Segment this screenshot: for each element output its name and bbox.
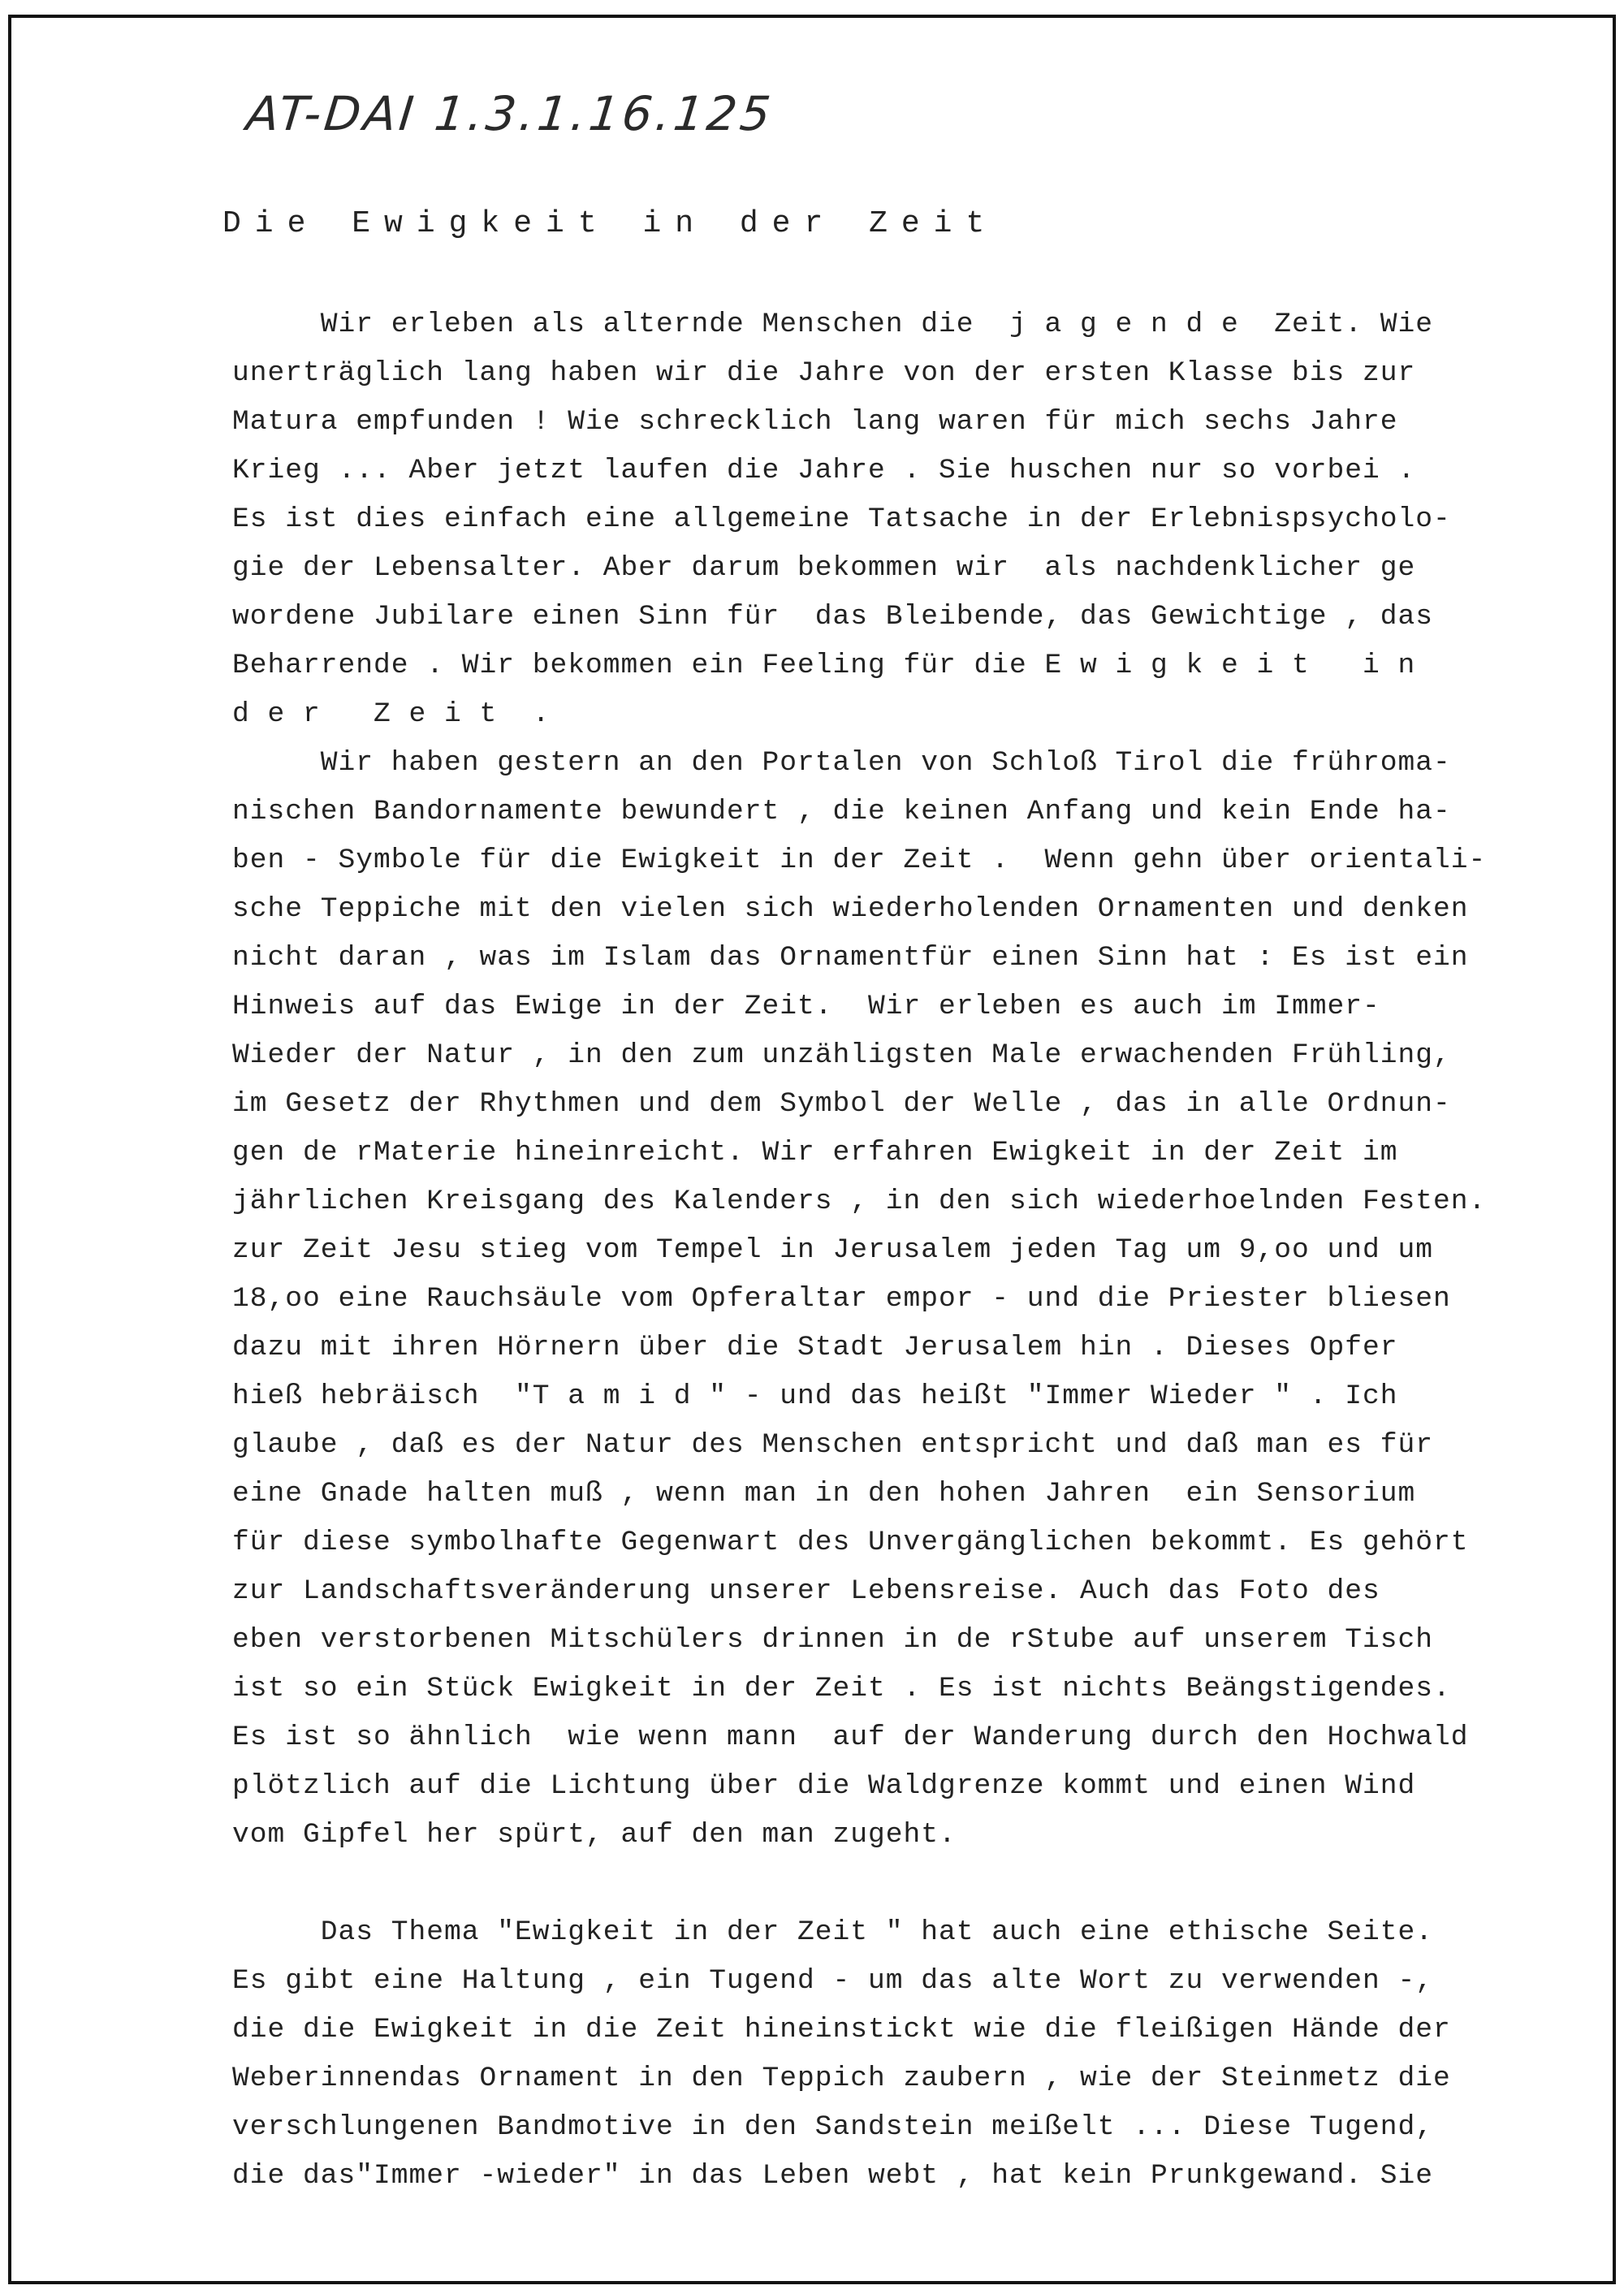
- text-line: nischen Bandornamente bewundert , die keinen Anfang und kein Ende ha-: [232, 796, 1451, 827]
- text-line: im Gesetz der Rhythmen und dem Symbol der Welle , das in alle Ordnun-: [232, 1088, 1451, 1120]
- text-line: Hinweis auf das Ewige in der Zeit. Wir erleben es auch im Immer-: [232, 991, 1380, 1022]
- text-line: Wieder der Natur , in den zum unzähligsten Male erwachenden Frühling,: [232, 1039, 1451, 1071]
- text-line: Wir erleben als alternde Menschen die j a g e n d e Zeit. Wie: [232, 309, 1434, 340]
- text-line: Es ist dies einfach eine allgemeine Tatsache in der Erlebnispsycholo-: [232, 503, 1451, 535]
- text-line: Es gibt eine Haltung , ein Tugend - um das alte Wort zu verwenden -,: [232, 1965, 1434, 1997]
- text-line: sche Teppiche mit den vielen sich wiederholenden Ornamenten und denken: [232, 893, 1469, 925]
- text-line: Es ist so ähnlich wie wenn mann auf der Wanderung durch den Hochwald: [232, 1722, 1469, 1753]
- text-line: ben - Symbole für die Ewigkeit in der Zeit . Wenn gehn über orientali-: [232, 845, 1487, 876]
- text-line: nicht daran , was im Islam das Ornamentfür einen Sinn hat : Es ist ein: [232, 942, 1469, 974]
- text-line: 18,oo eine Rauchsäule vom Opferaltar empor - und die Priester bliesen: [232, 1283, 1451, 1315]
- archive-signature: AT-DAI 1.3.1.16.125: [244, 86, 776, 141]
- text-line: eben verstorbenen Mitschülers drinnen in de rStube auf unserem Tisch: [232, 1624, 1434, 1656]
- text-line: Krieg ... Aber jetzt laufen die Jahre . Sie huschen nur so vorbei .: [232, 455, 1416, 486]
- text-line: jährlichen Kreisgang des Kalenders , in den sich wiederhoelnden Festen.: [232, 1186, 1487, 1217]
- text-line: gie der Lebensalter. Aber darum bekommen wir als nachdenklicher ge: [232, 552, 1416, 584]
- text-line: für diese symbolhafte Gegenwart des Unvergänglichen bekommt. Es gehört: [232, 1527, 1469, 1558]
- text-line: Beharrende . Wir bekommen ein Feeling für die E w i g k e i t i n: [232, 650, 1416, 681]
- text-line: hieß hebräisch "T a m i d " - und das heißt "Immer Wieder " . Ich: [232, 1380, 1398, 1412]
- body-text: [232, 300, 1596, 2201]
- text-line: zur Landschaftsveränderung unserer Lebensreise. Auch das Foto des: [232, 1575, 1380, 1607]
- text-line: die das"Immer -wieder" in das Leben webt , hat kein Prunkgewand. Sie: [232, 2160, 1434, 2192]
- text-line: Matura empfunden ! Wie schrecklich lang waren für mich sechs Jahre: [232, 406, 1398, 438]
- text-line: vom Gipfel her spürt, auf den man zugeht.: [232, 1819, 957, 1851]
- text-line: dazu mit ihren Hörnern über die Stadt Jerusalem hin . Dieses Opfer: [232, 1332, 1398, 1363]
- text-line: gen de rMaterie hineinreicht. Wir erfahren Ewigkeit in der Zeit im: [232, 1137, 1398, 1169]
- text-line: glaube , daß es der Natur des Menschen entspricht und daß man es für: [232, 1429, 1434, 1461]
- text-line: zur Zeit Jesu stieg vom Tempel in Jerusalem jeden Tag um 9,oo und um: [232, 1234, 1434, 1266]
- paragraph-gap: [232, 1860, 1596, 1908]
- text-line: plötzlich auf die Lichtung über die Waldgrenze kommt und einen Wind: [232, 1770, 1416, 1802]
- text-line: eine Gnade halten muß , wenn man in den hohen Jahren ein Sensorium: [232, 1478, 1416, 1510]
- document-page: [8, 15, 1616, 2284]
- text-line: Wir haben gestern an den Portalen von Schloß Tirol die frühroma-: [232, 747, 1451, 779]
- text-line: Weberinnendas Ornament in den Teppich zaubern , wie der Steinmetz die: [232, 2063, 1451, 2094]
- text-line: ist so ein Stück Ewigkeit in der Zeit . Es ist nichts Beängstigendes.: [232, 1673, 1451, 1704]
- text-line: die die Ewigkeit in die Zeit hineinstickt wie die fleißigen Hände der: [232, 2014, 1451, 2046]
- document-title: Die Ewigkeit in der Zeit: [222, 206, 999, 241]
- text-line: wordene Jubilare einen Sinn für das Bleibende, das Gewichtige , das: [232, 601, 1434, 633]
- text-line: verschlungenen Bandmotive in den Sandstein meißelt ... Diese Tugend,: [232, 2111, 1434, 2143]
- text-line: unerträglich lang haben wir die Jahre von der ersten Klasse bis zur: [232, 357, 1416, 389]
- text-line: d e r Z e i t .: [232, 698, 551, 730]
- text-line: Das Thema "Ewigkeit in der Zeit " hat auch eine ethische Seite.: [232, 1916, 1434, 1948]
